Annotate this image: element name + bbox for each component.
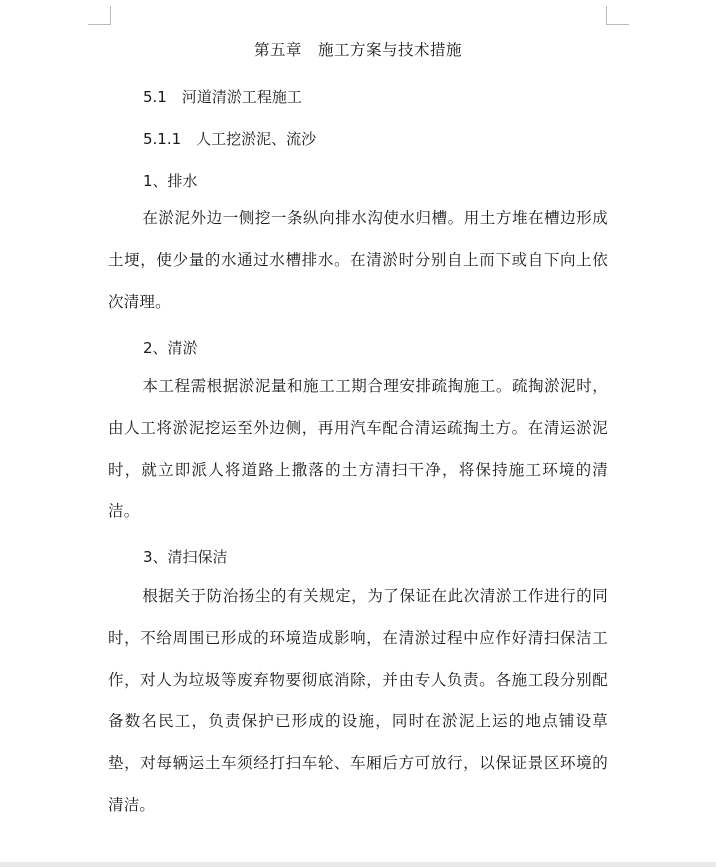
page-corner-mark-top-right: [606, 6, 629, 25]
paragraph-cleaning-text: 根据关于防治扬尘的有关规定，为了保证在此次清淤工作进行的同时，不给周围已形成的环境造成影响，在清淤过程中应作好清扫保洁工作，对人为垃圾等废弃物要彻底消除，并由专人负责。各施工段分别配备数名民工，负责保护已形成的设施，同时在淤泥上运的地点铺设草垫，对每辆运土车须经打扫车轮、车厢后方可放行，以保证景区环境的清洁。: [108, 587, 608, 814]
chapter-title: 第五章 施工方案与技术措施: [253, 41, 462, 59]
item-heading-dredging: 2、清淤: [143, 339, 198, 357]
section-heading: 5.1 河道清淤工程施工: [143, 88, 302, 106]
item-heading-drainage: 1、排水: [143, 172, 198, 190]
paragraph-dredging: [108, 366, 608, 533]
item-heading-cleaning: 3、清扫保洁: [143, 548, 228, 566]
page-corner-mark-top-left: [88, 6, 111, 25]
paragraph-cleaning: [108, 576, 608, 827]
paragraph-drainage: [108, 198, 608, 323]
paragraph-drainage-text: 在淤泥外边一侧挖一条纵向排水沟使水归槽。用土方堆在槽边形成土埂，使少量的水通过水槽排水。在清淤时分别自上而下或自下向上依次清理。: [108, 209, 608, 311]
page-bottom-edge: [0, 862, 716, 867]
paragraph-dredging-text: 本工程需根据淤泥量和施工工期合理安排疏掏施工。疏掏淤泥时，由人工将淤泥挖运至外边侧，再用汽车配合清运疏掏土方。在清运淤泥时，就立即派人将道路上撒落的土方清扫干净，将保持施工环境的清洁。: [108, 377, 608, 521]
subsection-heading: 5.1.1 人工挖淤泥、流沙: [143, 130, 317, 148]
